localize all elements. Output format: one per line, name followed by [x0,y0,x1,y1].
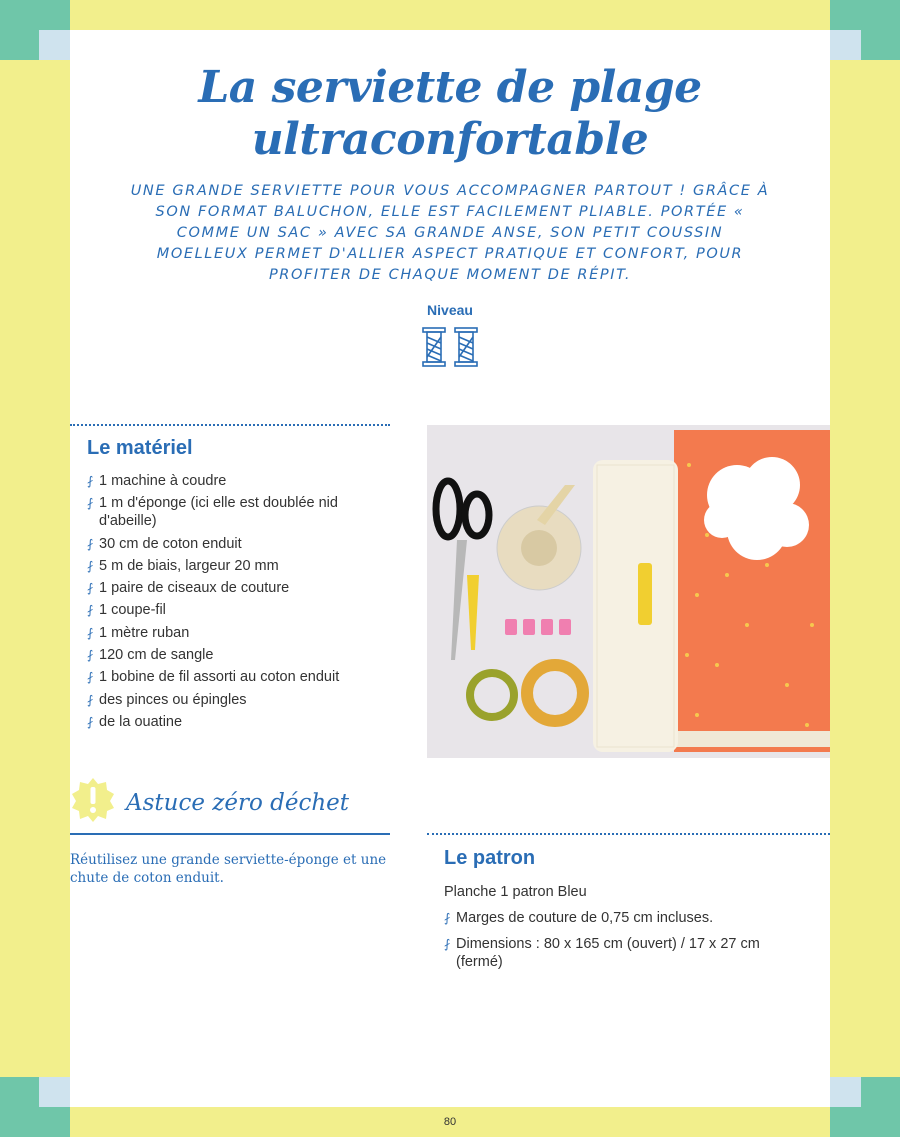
list-item: ⨏ 5 m de biais, largeur 20 mm [87,557,377,575]
list-item: ⨏ 1 m d'éponge (ici elle est doublée nid d'abeille) [87,494,377,530]
materials-title: Le matériel [87,437,193,459]
page-intro: UNE GRANDE SERVIETTE POUR VOUS ACCOMPAGNER PARTOUT ! GRÂCE À SON FORMAT BALUCHON, ELLE EST FACILEMENT PLIABLE. PORTÉE « COMME UN SAC » AVEC SA GRANDE ANSE, SON PETIT COUSSIN MOELLEUX PERMET D'ALLIER ASPECT PRATIQUE ET CONFORT, POUR PROFITER DE CHAQUE MOMENT DE RÉPIT. [130,183,770,283]
list-item: ⨏ 1 machine à coudre [87,472,377,490]
astuce-title: Astuce zéro déchet [126,790,350,816]
level-label: Niveau [427,302,473,318]
thread-spool-icon [455,328,477,366]
list-item: ⨏ Marges de couture de 0,75 cm incluses. [444,909,764,927]
list-item: ⨏ 30 cm de coton enduit [87,535,377,553]
corner-bottom-right-light [830,1077,861,1107]
patron-list [444,909,764,979]
patron-plate: Planche 1 patron Bleu [444,884,587,900]
list-item: ⨏ 1 bobine de fil assorti au coton enduit [87,668,377,686]
patron-divider [427,833,830,835]
materials-divider [70,424,390,426]
thread-spool-icon [423,328,445,366]
corner-top-left-light [39,30,70,60]
astuce-underline [70,833,390,835]
patron-title: Le patron [444,847,536,869]
exclamation-badge-icon [70,776,116,822]
corner-bottom-left-light [39,1077,70,1107]
materials-photo [427,425,830,758]
page-number: 80 [443,1116,457,1128]
list-item: ⨏ 120 cm de sangle [87,646,377,664]
list-item: ⨏ 1 paire de ciseaux de couture [87,579,377,597]
list-item: ⨏ Dimensions : 80 x 165 cm (ouvert) / 17 x 27 cm (fermé) [444,935,764,971]
list-item: ⨏ des pinces ou épingles [87,691,377,709]
page-title: La serviette de plage ultraconfortable [198,62,702,165]
list-item: ⨏ de la ouatine [87,713,377,731]
list-item: ⨏ 1 mètre ruban [87,624,377,642]
corner-top-right-light [830,30,861,60]
materials-list [87,472,377,735]
materials-photo-illustration [427,425,830,758]
list-item: ⨏ 1 coupe-fil [87,601,377,619]
level-spools [420,327,480,367]
astuce-text: Réutilisez une grande serviette-éponge et une chute de coton enduit. [70,852,387,886]
